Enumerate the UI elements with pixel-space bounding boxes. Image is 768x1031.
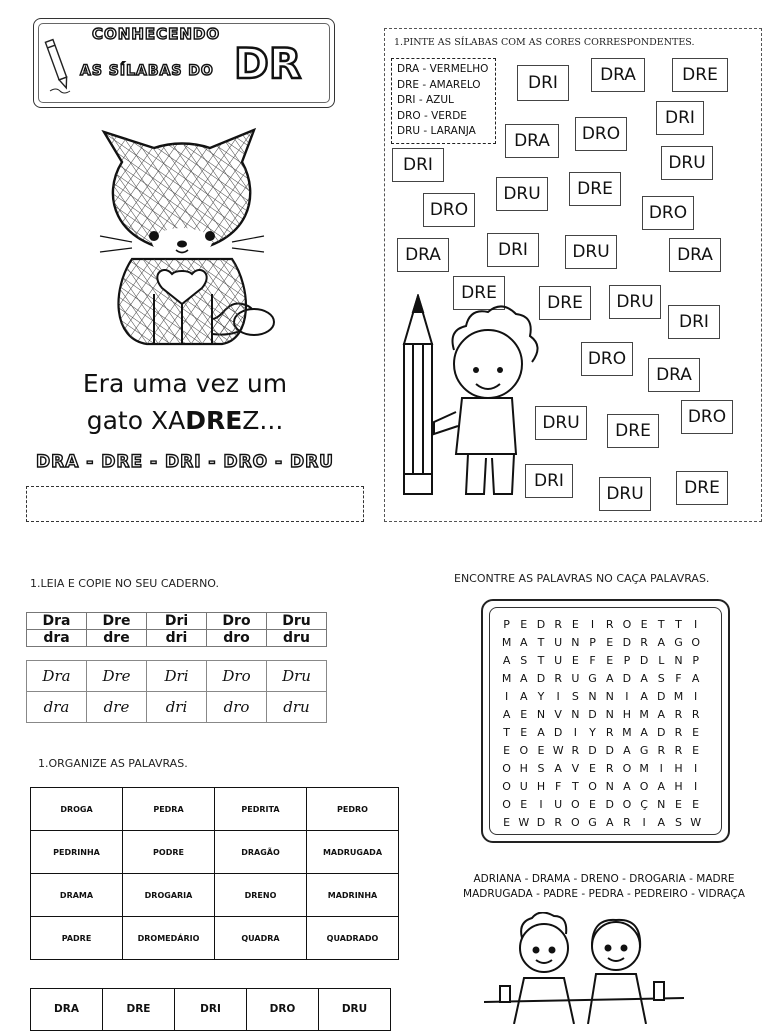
cat-illustration (92, 124, 292, 356)
word-search-letter[interactable]: D (657, 726, 666, 739)
word-search-letter[interactable]: D (536, 672, 546, 685)
word-search-letter[interactable]: A (537, 726, 545, 739)
word-search-letter[interactable]: A (520, 690, 528, 703)
word-search-letter[interactable]: T (537, 654, 545, 667)
word-search-letter[interactable]: P (692, 654, 699, 667)
word-search-letter[interactable]: N (536, 708, 546, 721)
word-search-letter[interactable]: A (657, 816, 666, 829)
kids-illustration (484, 912, 684, 1024)
syllable-box[interactable]: DRA (591, 58, 645, 92)
legend-item: DRE - AMARELO (397, 78, 481, 91)
word-search-letter[interactable]: E (571, 618, 579, 631)
syllable-box[interactable]: DRA (505, 124, 559, 158)
word-cell: PADRE (31, 917, 123, 960)
word-search-letter[interactable]: R (674, 726, 683, 739)
word-search-letter[interactable]: A (657, 708, 666, 721)
syllable-box[interactable]: DRO (581, 342, 633, 376)
word-search-row (498, 798, 704, 816)
word-search-letter[interactable]: I (642, 816, 646, 829)
word-search-letter[interactable]: O (571, 798, 580, 811)
word-search-letter[interactable]: U (519, 780, 528, 793)
syllable-box[interactable]: DRI (525, 464, 573, 498)
color-legend (391, 58, 496, 144)
syllable-header: DRI (175, 989, 247, 1031)
word-search-letter[interactable]: S (537, 762, 545, 775)
word-search-letter[interactable]: E (571, 654, 579, 667)
word-search-letter[interactable]: D (622, 672, 632, 685)
syllable-box[interactable]: DRO (575, 117, 627, 151)
word-search-letter[interactable]: D (588, 708, 597, 721)
word-search-letter[interactable]: R (657, 744, 666, 757)
word-search-letter[interactable]: D (536, 816, 546, 829)
word-search-letter[interactable]: I (504, 690, 509, 703)
story-line1: Era uma vez um (82, 369, 288, 398)
story-text (30, 365, 340, 439)
word-search-letter[interactable]: E (503, 816, 511, 829)
word-search-row (498, 744, 704, 762)
word-search-letter[interactable]: D (536, 618, 546, 631)
print-upper-cell: Dri (147, 613, 207, 630)
print-lower-cell: dro (207, 630, 267, 647)
cursive-upper-cell: Dra (27, 661, 87, 692)
print-upper-cell: Dru (267, 613, 327, 630)
word-search-letter[interactable]: N (657, 798, 666, 811)
word-search-letter[interactable]: M (501, 636, 512, 649)
word-search-letter[interactable]: R (623, 816, 631, 829)
word-search-row (498, 708, 704, 726)
word-search-letter[interactable]: E (520, 798, 528, 811)
word-search-letter[interactable]: I (625, 690, 629, 703)
word-cell: MADRINHA (307, 874, 399, 917)
word-search-letter[interactable]: D (622, 636, 632, 649)
word-search-letter[interactable]: A (640, 690, 648, 703)
syllable-header: DRU (319, 989, 391, 1031)
word-search-letter[interactable]: H (519, 762, 528, 775)
word-search-letter[interactable]: O (622, 762, 632, 775)
word-search-letter[interactable]: V (554, 708, 562, 721)
word-search-letter[interactable]: G (639, 744, 649, 757)
word-search-letter[interactable]: P (589, 636, 596, 649)
word-search-letter[interactable]: A (640, 672, 648, 685)
word-search-letter[interactable]: S (520, 654, 528, 667)
title-line1: CONHECENDO (92, 25, 221, 43)
word-search-letter[interactable]: R (674, 708, 683, 721)
word-search-letter[interactable]: W (518, 816, 530, 829)
word-search-letter[interactable]: D (605, 744, 614, 757)
print-upper-cell: Dro (207, 613, 267, 630)
word-search-letter[interactable]: H (674, 762, 683, 775)
word-search-letter[interactable]: A (605, 816, 614, 829)
word-search-letter[interactable]: D (605, 798, 614, 811)
word-search-letter[interactable]: I (573, 726, 577, 739)
syllable-header: DRE (103, 989, 175, 1031)
copy-print-table (26, 612, 327, 647)
word-search-letter[interactable]: R (605, 726, 614, 739)
word-search-letter[interactable]: Y (537, 690, 545, 703)
word-search-letter[interactable]: N (674, 654, 683, 667)
word-search-letter[interactable]: A (502, 708, 511, 721)
word-search-letter[interactable]: A (657, 780, 666, 793)
word-list-line: ADRIANA - DRAMA - DRENO - DROGARIA - MADRE (473, 873, 735, 885)
copy-cursive-table (26, 660, 327, 723)
word-search-letter[interactable]: U (554, 636, 563, 649)
copy-instruction: 1.LEIA E COPIE NO SEU CADERNO. (30, 577, 220, 590)
word-search-row (498, 780, 704, 798)
syllable-box[interactable]: DRO (681, 400, 733, 434)
syllable-box[interactable]: DRI (517, 65, 569, 101)
word-search-letter[interactable]: M (622, 726, 632, 739)
word-search-letter[interactable]: A (520, 636, 528, 649)
word-list-line: MADRUGADA - PADRE - PEDRA - PEDREIRO - VIDRAÇA (463, 888, 745, 900)
word-search-letter[interactable]: O (622, 798, 632, 811)
word-search-letter[interactable]: A (657, 636, 666, 649)
syllable-box[interactable]: DRI (668, 305, 720, 339)
word-search-letter[interactable]: E (589, 798, 596, 811)
word-search-letter[interactable]: R (554, 618, 562, 631)
word-search-grid[interactable] (498, 618, 704, 834)
syllable-box[interactable]: DRU (496, 177, 548, 211)
word-cell: DRENO (215, 874, 307, 917)
word-search-letter[interactable]: H (622, 708, 632, 721)
word-search-letter[interactable]: G (588, 672, 597, 685)
print-lower-cell: dru (267, 630, 327, 647)
word-search-letter[interactable]: A (520, 672, 528, 685)
word-search-letter[interactable]: R (674, 744, 683, 757)
word-search-letter[interactable]: A (605, 672, 614, 685)
syllable-box[interactable]: DRA (648, 358, 700, 392)
word-search-letter[interactable]: R (605, 762, 614, 775)
word-cell: DRAGÃO (215, 831, 307, 874)
story-line2: gato XADREZ... (86, 406, 284, 435)
word-search-letter[interactable]: U (554, 654, 563, 667)
answer-box[interactable] (26, 486, 364, 522)
word-search-letter[interactable]: N (571, 636, 580, 649)
title-box (33, 18, 335, 108)
word-search-letter[interactable]: E (606, 636, 614, 649)
word-search-letter[interactable]: I (694, 762, 698, 775)
word-search-letter[interactable]: P (623, 654, 631, 667)
syllable-header: DRO (247, 989, 319, 1031)
syllable-box[interactable]: DRU (599, 477, 651, 511)
word-search-row (498, 726, 704, 744)
syllable-box[interactable]: DRA (669, 238, 721, 272)
syllable-box[interactable]: DRA (397, 238, 449, 272)
word-search-letter[interactable]: I (539, 798, 543, 811)
cursive-upper-cell: Dro (207, 661, 267, 692)
word-search-letter[interactable]: M (639, 762, 649, 775)
word-search-letter[interactable]: I (659, 762, 663, 775)
pencil-icon (44, 33, 74, 97)
word-search-letter[interactable]: N (605, 780, 614, 793)
word-search-letter[interactable]: O (502, 780, 511, 793)
word-search-letter[interactable]: U (554, 798, 563, 811)
print-lower-cell: dra (27, 630, 87, 647)
legend-item: DRA - VERMELHO (397, 63, 489, 75)
word-search-letter[interactable]: S (674, 816, 682, 829)
word-search-row (498, 816, 704, 834)
word-search-letter[interactable]: W (552, 744, 564, 757)
syllable-box[interactable]: DRI (656, 101, 704, 135)
word-search-letter[interactable]: E (640, 618, 648, 631)
word-search-letter[interactable]: A (640, 726, 648, 739)
word-search-row (498, 654, 704, 672)
word-search-letter[interactable]: G (674, 636, 683, 649)
title-dr: DR (234, 39, 302, 88)
syllable-sort-table (30, 988, 391, 1031)
cursive-upper-cell: Dri (147, 661, 207, 692)
organize-instruction: 1.ORGANIZE AS PALAVRAS. (38, 757, 188, 770)
word-list (450, 872, 758, 902)
word-search-letter[interactable]: T (657, 618, 665, 631)
word-search-letter[interactable]: D (588, 744, 597, 757)
word-search-letter[interactable]: R (691, 708, 700, 721)
word-search-letter[interactable]: D (657, 690, 666, 703)
word-search-letter[interactable]: R (554, 816, 562, 829)
syllable-box[interactable]: DRO (642, 196, 694, 230)
legend-item: DRO - VERDE (397, 109, 467, 122)
word-search-letter[interactable]: A (623, 744, 631, 757)
word-search-letter[interactable]: A (554, 762, 562, 775)
syllable-box[interactable]: DRU (609, 285, 661, 319)
word-search-letter[interactable]: E (692, 726, 700, 739)
boy-pencil-illustration (396, 294, 546, 506)
word-search-letter[interactable]: R (605, 618, 614, 631)
coloring-instruction: 1.PINTE AS SÍLABAS COM AS CORES CORRESPONDENTES. (394, 37, 695, 48)
word-search-row (498, 672, 704, 690)
word-cell: PODRE (123, 831, 215, 874)
word-search-letter[interactable]: E (520, 618, 528, 631)
cursive-lower-cell: dri (147, 692, 207, 723)
word-search-letter[interactable]: E (606, 654, 614, 667)
word-search-letter[interactable]: T (571, 780, 579, 793)
word-search-row (498, 762, 704, 780)
word-search-letter[interactable]: I (694, 690, 698, 703)
word-search-letter[interactable]: E (520, 708, 528, 721)
word-search-letter[interactable]: H (536, 780, 546, 793)
word-search-letter[interactable]: T (675, 618, 682, 631)
word-search-letter[interactable]: A (502, 654, 511, 667)
word-search-letter[interactable]: R (640, 636, 648, 649)
word-search-letter[interactable]: E (692, 798, 700, 811)
word-search-letter[interactable]: L (658, 654, 665, 667)
title-line2: AS SÍLABAS DO (80, 63, 214, 79)
cursive-upper-cell: Dre (87, 661, 147, 692)
syllable-box[interactable]: DRU (661, 146, 713, 180)
word-search-row (498, 618, 704, 636)
syllable-box[interactable]: DRE (676, 471, 728, 505)
word-search-letter[interactable]: A (623, 780, 631, 793)
syllable-box[interactable]: DRU (565, 235, 617, 269)
cursive-upper-cell: Dru (267, 661, 327, 692)
syllable-box[interactable]: DRE (539, 286, 591, 320)
word-search-letter[interactable]: Ç (640, 798, 648, 811)
syllable-line: DRA - DRE - DRI - DRO - DRU (36, 452, 334, 472)
word-cell: PEDRINHA (31, 831, 123, 874)
word-search-letter[interactable]: R (554, 672, 562, 685)
legend-item: DRI - AZUL (397, 94, 454, 106)
syllable-header: DRA (31, 989, 103, 1031)
word-search-letter[interactable]: I (590, 618, 595, 631)
cursive-lower-cell: dre (87, 692, 147, 723)
word-search-letter[interactable]: Y (589, 726, 596, 739)
word-search-letter[interactable]: N (605, 690, 614, 703)
word-search-letter[interactable]: E (520, 726, 528, 739)
word-cell: QUADRA (215, 917, 307, 960)
word-search-letter[interactable]: O (588, 780, 597, 793)
legend-item: DRU - LARANJA (397, 125, 476, 137)
word-cell: PEDRO (307, 788, 399, 831)
word-search-letter[interactable]: O (691, 636, 700, 649)
cursive-lower-cell: dra (27, 692, 87, 723)
word-search-letter[interactable]: O (519, 744, 529, 757)
word-search-row (498, 636, 704, 654)
syllable-box[interactable]: DRE (672, 58, 728, 92)
word-search-letter[interactable]: I (694, 780, 698, 793)
word-search-letter[interactable]: O (639, 780, 649, 793)
cursive-lower-cell: dru (267, 692, 327, 723)
word-search-letter[interactable]: I (694, 618, 698, 631)
word-search-letter[interactable]: I (556, 690, 560, 703)
syllable-box[interactable]: DRI (392, 148, 444, 182)
word-search-letter[interactable]: A (691, 672, 700, 685)
word-search-letter[interactable]: S (571, 690, 579, 703)
word-search-letter[interactable]: S (657, 672, 665, 685)
word-search-letter[interactable]: O (622, 618, 632, 631)
print-lower-cell: dri (147, 630, 207, 647)
syllable-box[interactable]: DRI (487, 233, 539, 267)
organize-table (30, 787, 399, 960)
word-search-letter[interactable]: G (588, 816, 597, 829)
word-search-letter[interactable]: T (503, 726, 510, 739)
word-search-letter[interactable]: N (571, 708, 580, 721)
print-upper-cell: Dre (87, 613, 147, 630)
word-search-letter[interactable]: M (501, 672, 512, 685)
syllable-box[interactable]: DRE (453, 276, 505, 310)
word-search-letter[interactable]: D (639, 654, 649, 667)
syllable-box[interactable]: DRO (423, 193, 475, 227)
word-search-letter[interactable]: M (673, 690, 684, 703)
word-search-letter[interactable]: O (502, 798, 511, 811)
word-cell: DROGA (31, 788, 123, 831)
word-cell: DROMEDÁRIO (123, 917, 215, 960)
word-search-letter[interactable]: O (502, 762, 511, 775)
word-cell: PEDRA (123, 788, 215, 831)
word-cell: MADRUGADA (307, 831, 399, 874)
word-cell: DROGARIA (123, 874, 215, 917)
word-search-letter[interactable]: E (589, 762, 596, 775)
word-search-letter[interactable]: N (588, 690, 597, 703)
syllable-box[interactable]: DRE (569, 172, 621, 206)
word-cell: DRAMA (31, 874, 123, 917)
syllable-box[interactable]: DRE (607, 414, 659, 448)
word-search-letter[interactable]: D (553, 726, 563, 739)
word-search-letter[interactable]: T (537, 636, 545, 649)
word-search-letter[interactable]: O (571, 816, 580, 829)
print-upper-cell: Dra (27, 613, 87, 630)
word-search-letter[interactable]: F (554, 780, 562, 793)
word-search-letter[interactable]: E (503, 744, 511, 757)
word-cell: QUADRADO (307, 917, 399, 960)
word-search-instruction: ENCONTRE AS PALAVRAS NO CAÇA PALAVRAS. (454, 572, 710, 585)
word-search-letter[interactable]: E (692, 744, 700, 757)
word-cell: PEDRITA (215, 788, 307, 831)
word-search-letter[interactable]: F (675, 672, 682, 685)
word-search-letter[interactable]: H (674, 780, 683, 793)
word-search-letter[interactable]: F (589, 654, 596, 667)
word-search-letter[interactable]: E (537, 744, 545, 757)
word-search-letter[interactable]: U (571, 672, 580, 685)
word-search-letter[interactable]: R (571, 744, 580, 757)
word-search-letter[interactable]: E (674, 798, 682, 811)
word-search-letter[interactable]: W (690, 816, 702, 829)
word-search-letter[interactable]: N (605, 708, 614, 721)
cursive-lower-cell: dro (207, 692, 267, 723)
word-search-row (498, 690, 704, 708)
word-search-letter[interactable]: M (639, 708, 649, 721)
word-search-letter[interactable]: P (503, 618, 510, 631)
word-search-letter[interactable]: V (571, 762, 580, 775)
print-lower-cell: dre (87, 630, 147, 647)
syllable-box[interactable]: DRU (535, 406, 587, 440)
